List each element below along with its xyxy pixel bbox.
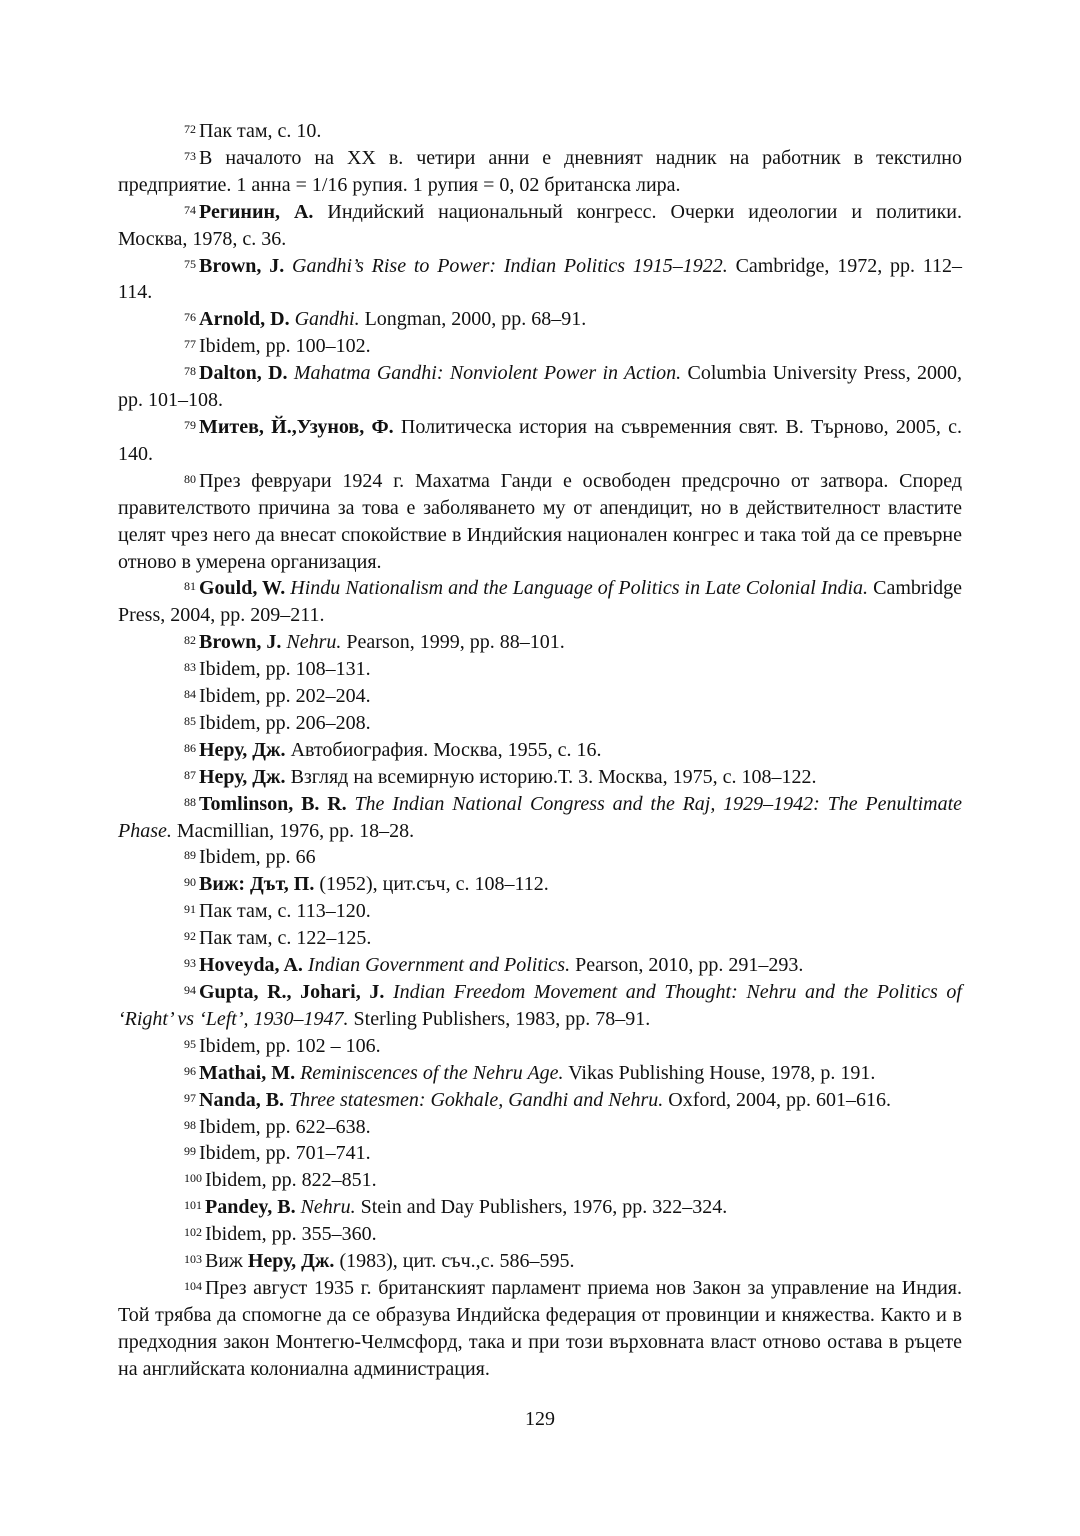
footnote-text: Индийский национальный конгресс. Очерки идеологии и политики. Москва, 1978, с. 36. bbox=[118, 200, 963, 250]
footnote-author: Неру, Дж. bbox=[247, 1250, 335, 1273]
footnote-title: Mahatma Gandhi: Nonviolent Power in Action. bbox=[293, 362, 682, 385]
footnote-number: 103 bbox=[184, 1252, 202, 1267]
footnote-number: 90 bbox=[184, 875, 196, 890]
footnote-text: Pearson, 1999, pp. 88–101. bbox=[346, 631, 565, 654]
footnote-title: Gandhi. bbox=[294, 308, 360, 331]
footnote-text: Пак там, с. 122–125. bbox=[199, 927, 372, 950]
footnote bbox=[118, 118, 962, 145]
footnote-title: Nehru. bbox=[300, 1196, 356, 1219]
footnote-number: 97 bbox=[184, 1090, 196, 1105]
footnote bbox=[118, 199, 962, 253]
footnote-text: Cambridge Press, 2004, pp. 209–211. bbox=[118, 577, 962, 627]
footnote-number: 85 bbox=[184, 713, 196, 728]
footnote-author: Неру, Дж. bbox=[199, 765, 286, 788]
footnote-text: Ibidem, pp. 206–208. bbox=[199, 711, 371, 734]
footnote-title: Nehru. bbox=[286, 631, 342, 654]
footnote-title: Indian Government and Politics. bbox=[307, 954, 571, 977]
footnote-text: Ibidem, pp. 100–102. bbox=[199, 335, 371, 358]
footnote-text: Автобиография. Москва, 1955, с. 16. bbox=[290, 738, 602, 761]
footnote-title: Three statesmen: Gokhale, Gandhi and Nehru. bbox=[289, 1088, 664, 1111]
footnote-number: 100 bbox=[184, 1171, 202, 1186]
footnote bbox=[118, 306, 962, 333]
footnote-prefix: Виж bbox=[205, 1250, 243, 1273]
footnote-author: Tomlinson, B. R. bbox=[199, 792, 347, 815]
footnote bbox=[118, 1167, 962, 1194]
footnote-text: Взгляд на всемирную историю.Т. 3. Москва, 1975, с. 108–122. bbox=[290, 765, 817, 788]
footnote-number: 94 bbox=[184, 983, 196, 997]
footnote-number: 76 bbox=[184, 310, 196, 325]
footnote-text: Pearson, 2010, pp. 291–293. bbox=[575, 954, 804, 977]
footnote-number: 86 bbox=[184, 740, 196, 755]
footnote bbox=[118, 710, 962, 737]
footnote bbox=[118, 1221, 962, 1248]
footnote bbox=[118, 979, 962, 1033]
footnote bbox=[118, 1033, 962, 1060]
footnote bbox=[118, 468, 962, 576]
footnote-author: Hoveyda, A. bbox=[199, 954, 303, 977]
footnote bbox=[118, 414, 962, 468]
footnote-author: Mathai, M. bbox=[199, 1061, 296, 1084]
footnote-number: 101 bbox=[184, 1198, 202, 1213]
footnote-number: 73 bbox=[184, 148, 196, 163]
footnote-number: 104 bbox=[184, 1278, 202, 1293]
footnote-text: Cambridge, 1972, pp. 112–114. bbox=[118, 254, 963, 304]
footnote-number: 87 bbox=[184, 767, 196, 782]
footnote-number: 74 bbox=[184, 202, 196, 217]
footnote-author: Dalton, D. bbox=[199, 362, 288, 385]
footnote-text: (1952), цит.съч, с. 108–112. bbox=[319, 873, 549, 896]
footnote-text: Пак там, с. 10. bbox=[199, 120, 322, 142]
footnote bbox=[118, 253, 962, 307]
footnote bbox=[118, 925, 962, 952]
page-number: 129 bbox=[525, 1408, 555, 1430]
footnote bbox=[118, 629, 962, 656]
footnote-text: Ibidem, pp. 622–638. bbox=[199, 1115, 371, 1138]
footnote-number: 95 bbox=[184, 1036, 196, 1051]
footnote bbox=[118, 898, 962, 925]
footnote-number: 80 bbox=[184, 471, 196, 486]
footnote-number: 93 bbox=[184, 956, 196, 971]
footnote-text: Columbia University Press, 2000, pp. 101–108. bbox=[118, 362, 963, 412]
footnote bbox=[118, 1140, 962, 1167]
footnote-number: 77 bbox=[184, 337, 196, 352]
footnote-author: Виж: Дът, П. bbox=[199, 873, 315, 896]
footnote-number: 82 bbox=[184, 633, 196, 648]
footnote bbox=[118, 1060, 962, 1087]
footnote-number: 102 bbox=[184, 1225, 202, 1240]
footnote bbox=[118, 683, 962, 710]
footnote bbox=[118, 871, 962, 898]
footnote-text: Ibidem, pp. 102 – 106. bbox=[199, 1034, 381, 1057]
footnote bbox=[118, 1275, 962, 1383]
footnote-author: Неру, Дж. bbox=[199, 738, 286, 761]
footnote bbox=[118, 1248, 962, 1275]
footnote-number: 99 bbox=[184, 1144, 196, 1159]
footnote-title: Gandhi’s Rise to Power: Indian Politics 1915–1922. bbox=[292, 254, 728, 277]
footnote-number: 89 bbox=[184, 848, 196, 863]
footnote-text: Пак там, с. 113–120. bbox=[199, 900, 371, 923]
footnote-number: 91 bbox=[184, 902, 196, 917]
footnote-author: Brown, J. bbox=[199, 631, 282, 654]
footnote-text: През август 1935 г. британският парламент приема нов Закон за управление на Индия. Той трябва да спомогне да се образува Индийска федерация от провинции и княжества. Както и в предходния закон Монтегю-Челмсфорд, така и при този върховната власт отново остава в ръцете на английската колониална администрация. bbox=[118, 1276, 962, 1380]
footnote bbox=[118, 952, 962, 979]
footnote bbox=[118, 656, 962, 683]
footnote-author: Gould, W. bbox=[199, 577, 286, 600]
footnote bbox=[118, 333, 962, 360]
footnote bbox=[118, 791, 962, 845]
footnote-text: В началото на XX в. четири анни е дневният надник на работник в текстилно предприятие. 1 анна = 1/16 рупия. 1 рупия = 0, 02 британска лира. bbox=[118, 146, 962, 196]
footnote-text: През февруари 1924 г. Махатма Ганди е освободен предсрочно от затвора. Според правителството причина за това е заболяването му от апендицит, но в действителност властите целят чрез него да внесат спокойствие в Индийския национален конгрес и така той да се превърне отново в умерена организация. bbox=[118, 469, 962, 573]
footnote-author: Gupta, R., Johari, J. bbox=[199, 981, 385, 1003]
footnote-number: 81 bbox=[184, 579, 196, 594]
footnote-title: The Indian National Congress and the Raj, 1929–1942: The Penultimate Phase. bbox=[118, 792, 963, 842]
footnote-text: Vikas Publishing House, 1978, p. 191. bbox=[568, 1061, 876, 1084]
footnote-number: 98 bbox=[184, 1117, 196, 1132]
footnote bbox=[118, 1087, 962, 1114]
footnote-number: 78 bbox=[184, 364, 196, 379]
footnote-author: Pandey, B. bbox=[205, 1196, 296, 1219]
footnote bbox=[118, 575, 962, 629]
footnote-text: Политическа история на съвременния свят. В. Търново, 2005, с. 140. bbox=[118, 415, 963, 465]
footnote bbox=[118, 1114, 962, 1141]
footnote-title: Indian Freedom Movement and Thought: Nehru and the Politics of ‘Right’ vs ‘Left’, 1930–1947. bbox=[118, 981, 962, 1030]
footnote-author: Brown, J. bbox=[199, 254, 285, 277]
footnote-number: 75 bbox=[184, 256, 196, 271]
footnote-text: Sterling Publishers, 1983, pp. 78–91. bbox=[353, 1007, 651, 1030]
footnote-author: Nanda, B. bbox=[199, 1088, 285, 1111]
footnote-text: Ibidem, pp. 202–204. bbox=[199, 685, 371, 708]
footnote-number: 83 bbox=[184, 660, 196, 675]
footnote-text: Ibidem, pp. 355–360. bbox=[205, 1223, 377, 1246]
footnote-text: Stein and Day Publishers, 1976, pp. 322–324. bbox=[360, 1196, 728, 1219]
footnote bbox=[118, 360, 962, 414]
footnote-text: Ibidem, pp. 822–851. bbox=[205, 1169, 377, 1192]
footnote-text: Ibidem, pp. 108–131. bbox=[199, 658, 371, 681]
footnote-title: Reminiscences of the Nehru Age. bbox=[300, 1061, 564, 1084]
footnote bbox=[118, 844, 962, 871]
footnote-author: Регинин, А. bbox=[199, 200, 314, 223]
footnote-number: 84 bbox=[184, 687, 196, 702]
footnote-number: 72 bbox=[184, 122, 196, 136]
footnote-number: 88 bbox=[184, 794, 196, 809]
footnote-text: (1983), цит. съч.,с. 586–595. bbox=[339, 1250, 575, 1273]
footnote-author: Arnold, D. bbox=[199, 308, 290, 331]
footnote-number: 92 bbox=[184, 929, 196, 944]
footnote bbox=[118, 737, 962, 764]
footnote bbox=[118, 145, 962, 199]
footnote-title: Hindu Nationalism and the Language of Politics in Late Colonial India. bbox=[290, 577, 869, 600]
footnote-text: Ibidem, pp. 66 bbox=[199, 846, 316, 869]
footnote-text: Ibidem, pp. 701–741. bbox=[199, 1142, 371, 1165]
footnote-number: 96 bbox=[184, 1063, 196, 1078]
footnote bbox=[118, 1194, 962, 1221]
footnote-author: Митев, Й.,Узунов, Ф. bbox=[199, 415, 394, 438]
footnote-text: Longman, 2000, pp. 68–91. bbox=[364, 308, 587, 331]
footnotes-list bbox=[118, 118, 962, 1383]
footnote-number: 79 bbox=[184, 417, 196, 432]
footnote bbox=[118, 764, 962, 791]
footnote-text: Oxford, 2004, pp. 601–616. bbox=[668, 1088, 892, 1111]
footnote-text: Macmillian, 1976, pp. 18–28. bbox=[176, 819, 415, 842]
